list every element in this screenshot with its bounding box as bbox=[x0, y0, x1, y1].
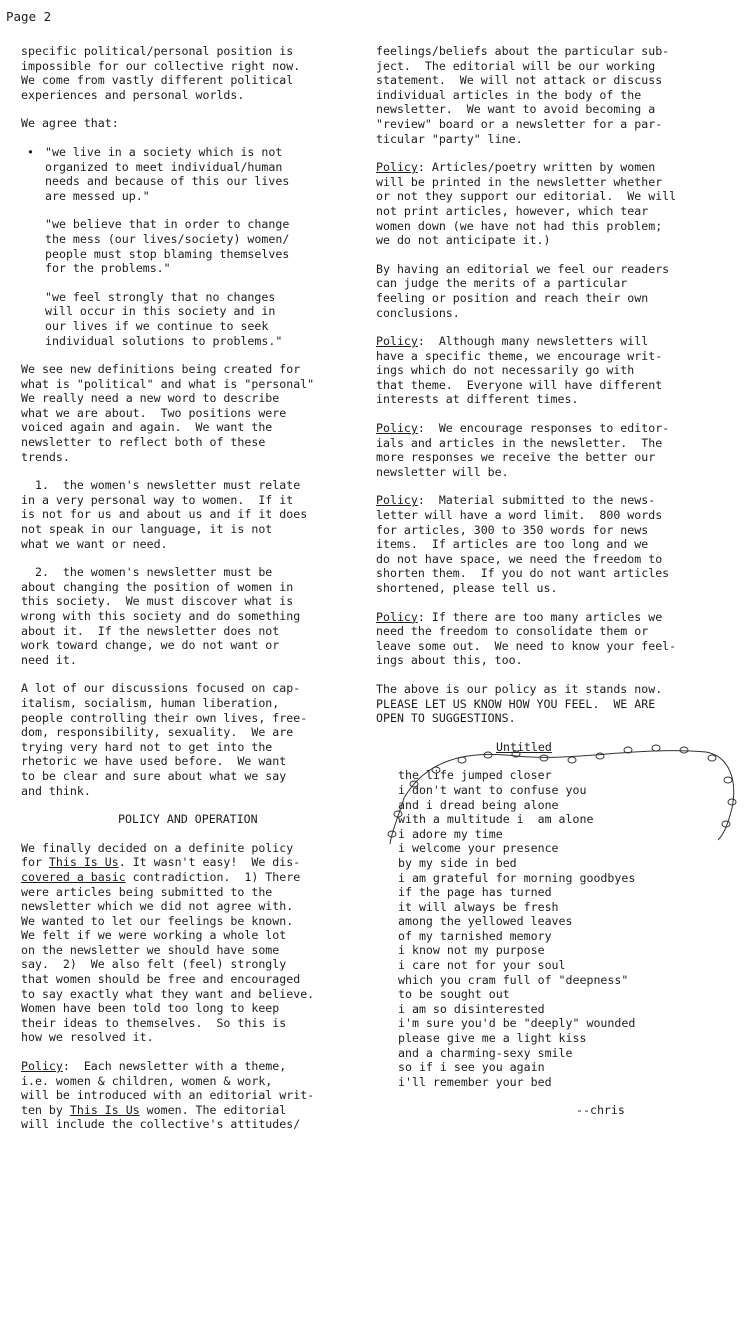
poem-author: --chris bbox=[576, 1103, 625, 1118]
publication-title: This Is Us bbox=[48, 855, 119, 870]
text-run: . It wasn't easy! We dis- bbox=[118, 855, 301, 870]
policy-paragraph bbox=[376, 610, 748, 668]
continued-paragraph: feelings/beliefs about the particular sub- ject. The editorial will be our working statement. We will not attack or discuss individual articles in the body of the newsletter. We want to avoid becoming a "review" board or a newsletter for a par- ticular "party" line. bbox=[376, 44, 670, 146]
bullet-icon: • bbox=[27, 144, 34, 159]
text-run: : We encourage responses to editor- ials and articles in the newsletter. The more responses we receive the better our newsletter will be. bbox=[376, 421, 670, 479]
quote-item: "we live in a society which is not organized to meet individual/human needs and because of this our lives are messed up." bbox=[45, 144, 290, 203]
page-number: Page 2 bbox=[6, 9, 52, 24]
discussions-paragraph: A lot of our discussions focused on cap- italism, socialism, human liberation, people controlling their own lives, free- dom, responsibility, sexuality. We are trying very hard not to get into the rhetoric we have used before. We want to be clear and sure about what we say and think. bbox=[21, 681, 308, 798]
text-run: covered a basic bbox=[21, 869, 126, 884]
editorial-paragraph: By having an editorial we feel our readers can judge the merits of a particular feeling or position and reach their own conclusions. bbox=[376, 261, 670, 320]
intro-paragraph: specific political/personal position is impossible for our collective right now. We come from vastly different political experiences and personal worlds. bbox=[21, 44, 301, 102]
section-heading: POLICY AND OPERATION bbox=[118, 812, 258, 827]
policy-label: Policy bbox=[376, 421, 418, 436]
text-run: women. The editorial will include the collective's attitudes/ bbox=[21, 1102, 301, 1132]
policy-label: Policy bbox=[376, 493, 418, 508]
policy-label: Policy bbox=[21, 1059, 63, 1074]
left-column bbox=[21, 44, 373, 1146]
quote-item: "we feel strongly that no changes will occur in this society and in our lives if we continue to seek individual solutions to problems." bbox=[45, 289, 283, 348]
publication-title: This Is Us bbox=[69, 1102, 140, 1117]
point-one-paragraph: 1. the women's newsletter must relate in a very personal way to women. If it is not for us and about us and if it does not speak in our language, it is not what we want or need. bbox=[21, 478, 308, 551]
text-run: We finally decided on a definite policy for bbox=[21, 840, 294, 870]
quote-item: "we believe that in order to change the mess (our lives/society) women/ people must stop blaming themselves for the problems." bbox=[45, 217, 290, 276]
definitions-paragraph: We see new definitions being created for what is "political" and what is "personal" We really need a new word to describe what we are about. Two positions were voiced again and again. We want the newsletter to reflect both of these trends. bbox=[21, 362, 315, 464]
text-run: : Each newsletter with a theme, i.e. women & children, women & work, will be introduced with an editorial writ- ten by bbox=[21, 1059, 315, 1117]
closing-paragraph: The above is our policy as it stands now. PLEASE LET US KNOW HOW YOU FEEL. WE ARE OPEN TO SUGGESTIONS. bbox=[376, 681, 663, 726]
policy-paragraph bbox=[376, 493, 748, 595]
text-run: : Material submitted to the news- letter will have a word limit. 800 words for articles, 300 to 350 words for news items. If articles are too long and we do not have space, we need the freedom to shorten them. If you do not want articles shortened, please tell us. bbox=[376, 493, 670, 595]
policy-paragraph bbox=[376, 334, 748, 407]
text-run: : If there are too many articles we need the freedom to consolidate them or leave some out. We need to know your feel- ings about this, too. bbox=[376, 609, 677, 668]
policy-paragraph bbox=[376, 160, 748, 248]
right-column bbox=[376, 44, 748, 1118]
policy-paragraph bbox=[376, 421, 748, 479]
text-run: : Articles/poetry written by women will be printed in the newsletter whether or not they support our editorial. We will not print articles, however, which tear women down (we have not had this problem; we do not anticipate it.) bbox=[376, 160, 677, 248]
agree-line: We agree that: bbox=[21, 116, 119, 131]
quote-list bbox=[21, 145, 373, 348]
policy-label: Policy bbox=[376, 609, 418, 624]
point-two-paragraph: 2. the women's newsletter must be about changing the position of women in this society. We must discover what is wrong with this society and do something about it. If the newsletter does not work toward change, we do not want or need it. bbox=[21, 565, 301, 667]
policy-label: Policy bbox=[376, 334, 418, 349]
poem bbox=[376, 740, 748, 1118]
text-run: : Although many newsletters will have a specific theme, we encourage writ- ings which do not necessarily go with that theme. Everyone will have different interests at different times. bbox=[376, 334, 663, 407]
text-run: contradiction. 1) There were articles being submitted to the newsletter which we did not agree with. We wanted to let our feelings be known. We felt if we were working a whole lot on the newsletter we should have some say. 2) We also felt (feel) strongly that women should be free and encouraged to say exactly what they want and believe. Women have been told too long to keep their ideas to themselves. So this is how we resolved it. bbox=[21, 869, 315, 1045]
policy-paragraph bbox=[21, 1059, 373, 1132]
policy-label: Policy bbox=[376, 160, 418, 175]
poem-title: Untitled bbox=[496, 739, 552, 754]
poem-body: the life jumped closer i don't want to confuse you and i dread being alone with a multitude i am alone i adore my time i welcome your presence by my side in bed i am grateful for morning goodbyes if the page has turned it will always be fresh among the yellowed leaves of my tarnished memory i know not my purpose i care not for your soul which you cram full of "deepness" to be sought out i am so disinterested i'm sure you'd be "deeply" wounded please give me a light kiss and a charming-sexy smile so if i see you again i'll remember your bed bbox=[398, 768, 636, 1089]
decided-paragraph bbox=[21, 841, 373, 1045]
